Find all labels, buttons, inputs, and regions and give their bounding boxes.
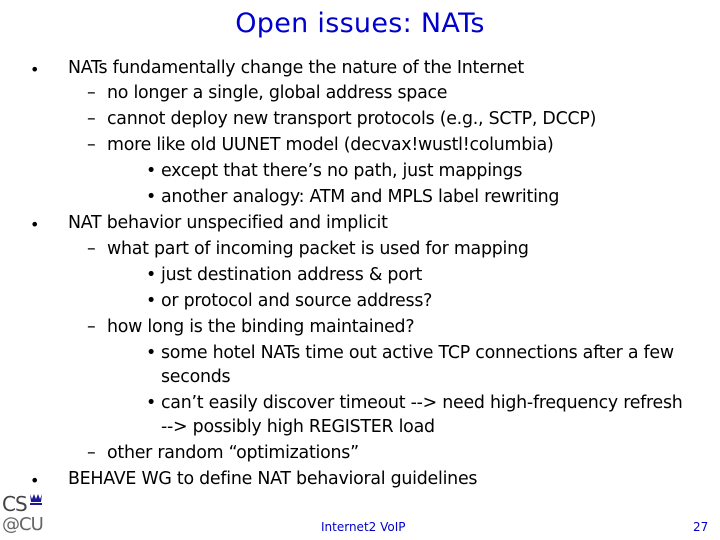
sub-bullet-text: or protocol and source address? (161, 291, 433, 311)
slide-title: Open issues: NATs (235, 8, 485, 39)
dash-text: what part of incoming packet is used for mapping (107, 239, 529, 259)
bullet-text: NAT behavior unspecified and implicit (68, 213, 388, 233)
dash-marker: – (87, 135, 96, 155)
logo-text-bottom: @CU (2, 514, 43, 535)
sub-bullet-marker: • (146, 393, 157, 413)
sub-bullet-text: just destination address & port (161, 265, 423, 285)
dash-marker: – (87, 239, 96, 259)
sub-bullet-text: some hotel NATs time out active TCP connections after a few (161, 343, 674, 363)
sub-bullet-text: another analogy: ATM and MPLS label rewriting (161, 187, 560, 207)
continuation-text: --> possibly high REGISTER load (161, 417, 435, 437)
bullet-text: NATs fundamentally change the nature of the Internet (68, 58, 524, 78)
dash-marker: – (87, 109, 96, 129)
dash-text: no longer a single, global address space (107, 83, 448, 103)
sub-bullet-marker: • (146, 161, 157, 181)
dash-text: more like old UUNET model (decvax!wustl!columbia) (107, 135, 554, 155)
dash-marker: – (87, 317, 96, 337)
dash-text: cannot deploy new transport protocols (e.g., SCTP, DCCP) (107, 109, 597, 129)
sub-bullet-marker: • (146, 187, 157, 207)
bullet-marker: • (30, 215, 40, 234)
dash-marker: – (87, 83, 96, 103)
footer-title: Internet2 VoIP (321, 520, 406, 534)
dash-text: other random “optimizations” (107, 443, 359, 463)
bullet-text: BEHAVE WG to define NAT behavioral guidelines (68, 469, 478, 489)
dash-marker: – (87, 443, 96, 463)
bullet-marker: • (30, 60, 40, 79)
columbia-cs-logo (2, 490, 46, 536)
sub-bullet-marker: • (146, 343, 157, 363)
page-number: 27 (693, 520, 709, 534)
logo-text-top: CS (2, 492, 27, 516)
bullet-marker: • (30, 471, 40, 490)
sub-bullet-text: can’t easily discover timeout --> need high-frequency refresh (161, 393, 683, 413)
sub-bullet-marker: • (146, 291, 157, 311)
dash-text: how long is the binding maintained? (107, 317, 415, 337)
sub-bullet-text: except that there’s no path, just mappings (161, 161, 523, 181)
continuation-text: seconds (161, 367, 231, 387)
sub-bullet-marker: • (146, 265, 157, 285)
